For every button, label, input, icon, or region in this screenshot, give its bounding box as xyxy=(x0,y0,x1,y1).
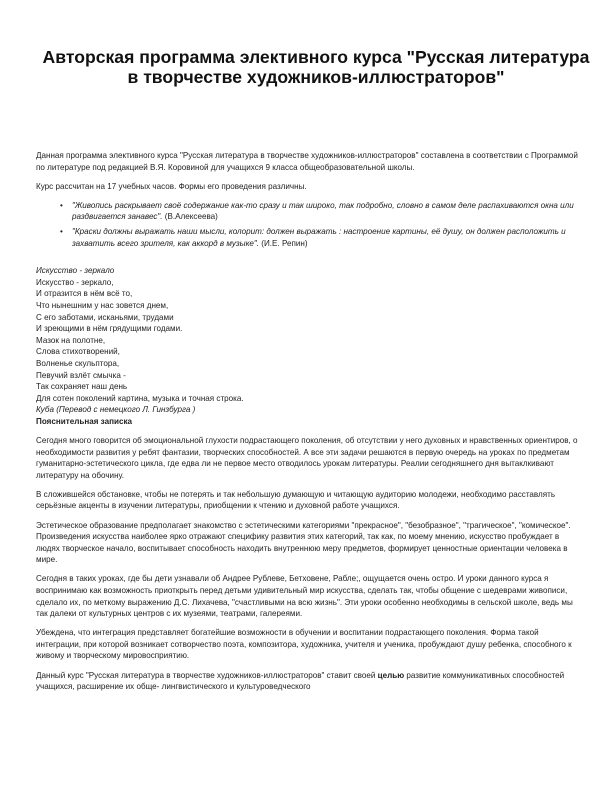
bullet-icon: • xyxy=(60,226,63,236)
poem-line: Волненье скульптора, xyxy=(36,358,120,368)
poem-line: С его заботами, исканьями, трудами xyxy=(36,312,174,322)
body-paragraph: Эстетическое образование предполагает знакомство с эстетическими категориями "прекрасное", "безобразное", "трагическое", "комическое". Произведения искусства наиболее ярко отражают специфику развития этих категорий, так как, по моему мнению, искусство пробуждает в людях творческое начало, воспитывает способность находить внутреннюю меру предметов, формирует ценностные ориентации человека в мире. xyxy=(36,520,571,565)
goal-paragraph xyxy=(36,670,580,693)
epigraph-author: (В.Алексеева) xyxy=(162,212,218,222)
poem-attribution: Куба (Перевод с немецкого Л. Гинзбурга ) xyxy=(36,405,196,415)
poem-line: Слова стихотворений, xyxy=(36,347,120,357)
poem-line: Для сотен поколений картина, музыка и точная строка. xyxy=(36,393,244,403)
poem-line: Певучий взлёт смычка - xyxy=(36,370,126,380)
goal-keyword: целью xyxy=(377,670,405,680)
goal-text-end: развитие коммуникативных способностей учащихся, расширение их обще- лингвистического и культуроведческого xyxy=(36,670,565,692)
epigraph-quote: "Живопись раскрывает своё содержание как-то сразу и так широко, так подробно, словно в самом деле распахиваются окна или раздвигается занавес". xyxy=(72,200,574,222)
epigraph-quote: "Краски должны выражать наши мысли, колорит: должен выражать : настроение картины, её душу, он должен расположить и захватить всего зрителя, как аккорд в музыке". xyxy=(72,226,566,248)
bullet-icon: • xyxy=(60,200,63,210)
poem-line: Искусство - зеркало, xyxy=(36,277,114,287)
poem-line: Мазок на полотне, xyxy=(36,335,106,345)
poem xyxy=(36,265,580,416)
body-paragraph: Сегодня в таких уроках, где бы дети узнавали об Андрее Рублеве, Бетховене, Рабле;, ощущается очень остро. И уроки данного курса я воспринимаю как возможность приоткрыть перед детьми удивительный мир искусства, сделать так, чтобы общение с шедеврами живописи, сделало их, по меткому выражению Д.С. Лихачева, "счастливыми на всю жизнь". Эти уроки особенно необходимы в сельской школе, ведь мы так далеки от культурных центров с их музеями, театрами, галереями. xyxy=(36,574,573,619)
document-title: Авторская программа элективного курса "Русская литература в творчестве художников-иллюстраторов" xyxy=(42,47,590,87)
hours-paragraph: Курс рассчитан на 17 учебных часов. Формы его проведения различны. xyxy=(36,181,307,191)
body-paragraph: Убеждена, что интеграция представляет богатейшие возможности в обучении и воспитании подрастающего поколения. Форма такой интеграции, при которой возникает сотворчество поэта, композитора, художника, учителя и ученика, пробуждают душу ребенка, способного к живому и творческому мировосприятию. xyxy=(36,628,572,661)
epigraph-author: (И.Е. Репин) xyxy=(259,238,308,248)
goal-text-start: Данный курс "Русская литература в творчестве художников-иллюстраторов" ставит своей xyxy=(36,670,378,680)
epigraph-item xyxy=(60,200,580,223)
poem-line: Так сохраняет наш день xyxy=(36,382,128,392)
body-paragraph: В сложившейся обстановке, чтобы не потерять и так небольшую думающую и читающую аудиторию молодежи, необходимо расставлять серьёзные акценты в изучении литературы, приобщении к чтению и духовной работе учащихся. xyxy=(36,489,556,511)
poem-line: Что нынешним у нас зовется днем, xyxy=(36,300,169,310)
epigraph-list xyxy=(36,200,580,249)
intro-paragraph: Данная программа элективного курса "Русская литература в творчестве художников-иллюстраторов" составлена в соответствии с Программой по литературе под редакцией В.Я. Коровиной для учащихся 9 класса общеобразовательной школы. xyxy=(36,151,578,172)
document-body xyxy=(36,150,580,700)
section-heading: Пояснительная записка xyxy=(36,416,133,426)
body-paragraph: Сегодня много говорится об эмоциональной глухости подрастающего поколения, об отсутствии у него духовных и нравственных ориентиров, о необходимости развития у ребят фантазии, творческих способностей. А все эти задачи решаются в первую очередь на уроках по предметам гуманитарно-эстетического цикла, где едва ли не первое место отводилось урокам литературы. Реалии сегодняшнего дня вытаклкивают литературу на обочину. xyxy=(36,435,578,480)
poem-title: Искусство - зеркало xyxy=(36,266,115,276)
poem-line: И зреющими в нём грядущими годами. xyxy=(36,324,183,334)
poem-line: И отразится в нём всё то, xyxy=(36,289,133,299)
epigraph-item xyxy=(60,226,580,249)
